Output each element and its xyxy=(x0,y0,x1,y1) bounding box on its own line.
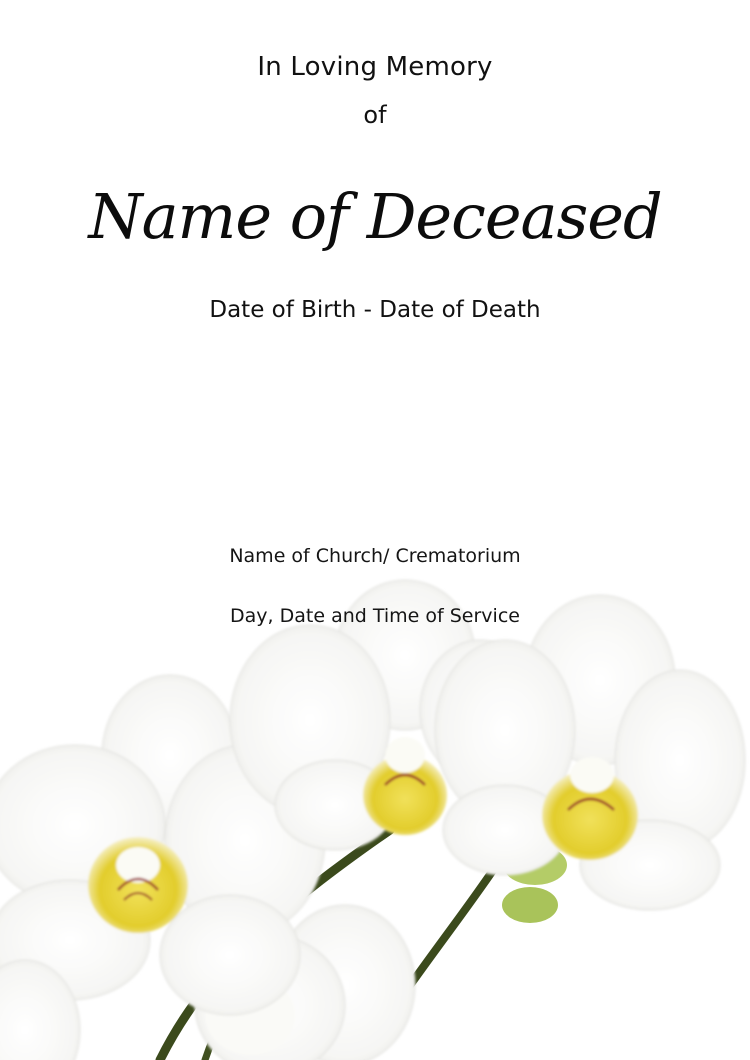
heading-in-loving-memory: In Loving Memory xyxy=(257,52,493,82)
birth-death-dates: Date of Birth - Date of Death xyxy=(209,297,541,323)
service-datetime: Day, Date and Time of Service xyxy=(230,605,520,627)
service-venue: Name of Church/ Crematorium xyxy=(229,545,521,567)
heading-connector: of xyxy=(363,101,387,129)
orchid-illustration xyxy=(0,560,750,1060)
deceased-name: Name of Deceased xyxy=(88,180,662,253)
